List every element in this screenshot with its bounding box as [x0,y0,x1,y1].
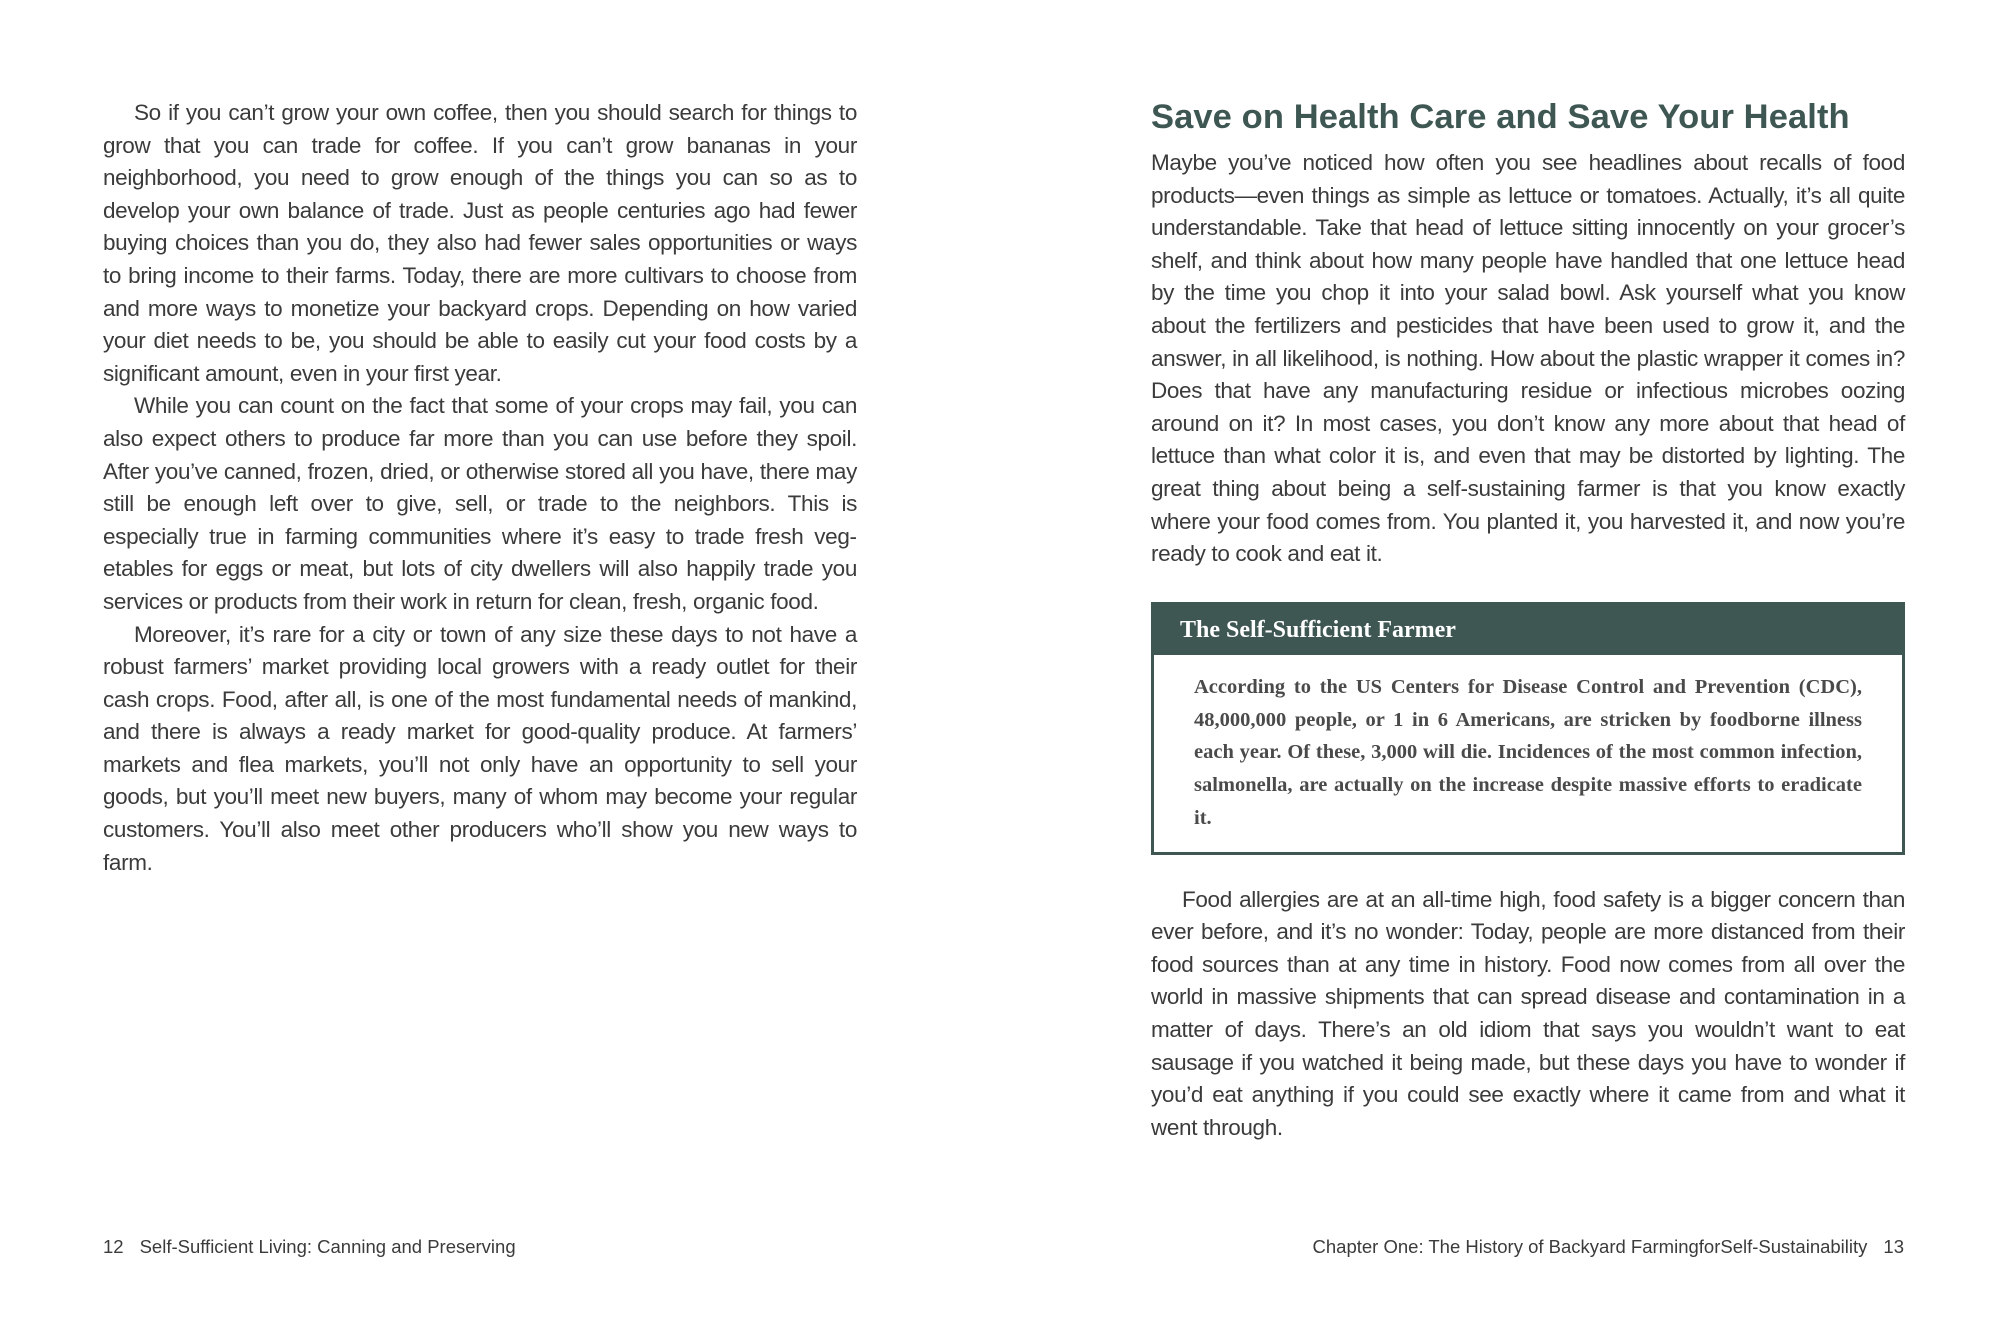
paragraph: Moreover, it’s rare for a city or town of any size these days to not have a robust farmers’ market providing local growers with a ready outlet for their cash crops. Food, after all, is one of the most fundamental needs of mankind, and there is always a ready market for good-quality produce. At farmers’ markets and flea markets, you’ll not only have an opportunity to sell your goods, but you’ll meet new buyers, many of whom may become your regular customers. You’ll also meet other producers who’ll show you new ways to farm. [103,621,857,875]
right-footer [1313,1236,1904,1258]
paragraph: So if you can’t grow your own coffee, then you should search for things to grow that you can trade for coffee. If you can’t grow bananas in your neighborhood, you need to grow enough of the things you can so as to develop your own balance of trade. Just as people centuries ago had fewer buying choices than you do, they also had fewer sales opportunities or ways to bring income to their farms. Today, there are more cultivars to choose from and more ways to monetize your backyard crops. Depending on how varied your diet needs to be, you should be able to easily cut your food costs by a significant amount, even in your first year. [103,100,857,386]
sidebar-text: According to the US Centers for Disease Control and Prevention (CDC), 48,000,000 people, or 1 in 6 Americans, are stricken by foodborne illness each year. Of these, 3,000 will die. Incidences of the most common infection, salmonella, are actually on the increase despite massive efforts to eradicate it. [1194,675,1862,829]
section-heading: Save on Health Care and Save Your Health [1151,98,1850,136]
page-number: 12 [103,1236,124,1257]
paragraph: Food allergies are at an all-time high, food safety is a bigger concern than ever before, and it’s no wonder: Today, people are more distanced from their food sources than at any time in history. Food now comes from all over the world in massive shipments that can spread disease and contamination in a matter of days. There’s an old idiom that says you wouldn’t want to eat sausage if you watched it being made, but these days you have to wonder if you’d eat anything if you could see exactly where it came from and what it went through. [1151,886,1905,1140]
running-title: Self-Sufficient Living: Canning and Preserving [139,1236,516,1257]
page-number: 13 [1883,1236,1904,1257]
paragraph: While you can count on the fact that some of your crops may fail, you can also expect others to produce far more than you can use before they spoil. After you’ve canned, frozen, dried, or otherwise stored all you have, there may still be enough left over to give, sell, or trade to the neighbors. This is especially true in farming communities where it’s easy to trade fresh vegetables for eggs or meat, but lots of city dwellers will also happily trade you services or products from their work in return for clean, fresh, organic food. [103,393,857,614]
paragraph: Maybe you’ve noticed how often you see headlines about recalls of food products—even things as simple as lettuce or tomatoes. Actually, it’s all quite understandable. Take that head of lettuce sitting innocently on your grocer’s shelf, and think about how many people have handled that one lettuce head by the time you chop it into your salad bowl. Ask yourself what you know about the fertilizers and pesticides that have been used to grow it, and the answer, in all likelihood, is nothing. How about the plastic wrapper it comes in? Does that have any manufacturing residue or infectious microbes oozing around on it? In most cases, you don’t know any more about that head of lettuce than what color it is, and even that may be distorted by lighting. The great thing about being a self-sustaining farmer is that you know exactly where your food comes from. You planted it, you harvested it, and now you’re ready to cook and eat it. [1151,150,1905,567]
right-page [1000,0,2000,1333]
sidebar-box [1151,602,1905,855]
right-text-column [1151,95,1905,1144]
sidebar-title: The Self-Sufficient Farmer [1154,605,1902,655]
left-footer [103,1236,516,1258]
left-text-column [103,97,857,879]
running-title: Chapter One: The History of Backyard FarmingforSelf-Sustainability [1312,1236,1868,1257]
